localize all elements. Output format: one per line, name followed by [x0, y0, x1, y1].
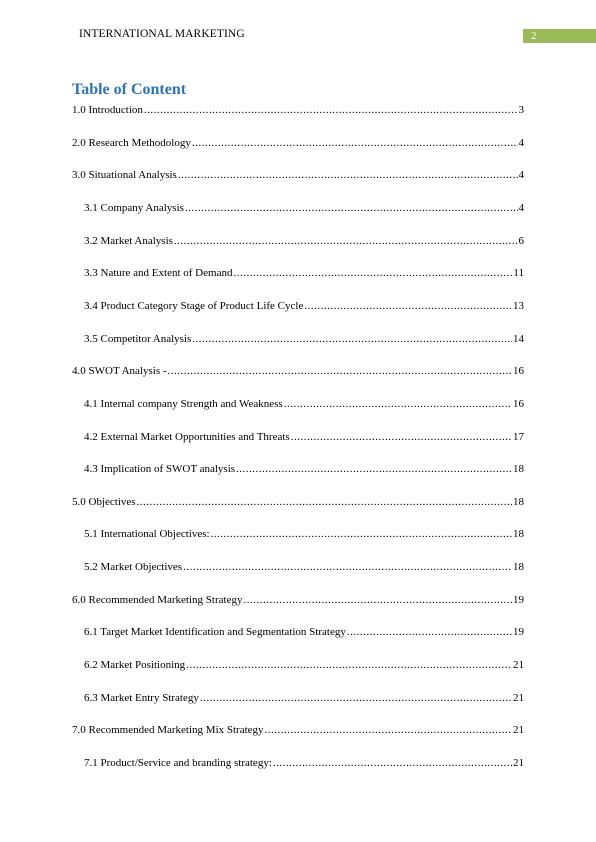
toc-entry[interactable]: [72, 594, 524, 607]
toc-entry-label: 3.4 Product Category Stage of Product Life Cycle: [84, 299, 304, 312]
toc-entry-label: 6.0 Recommended Marketing Strategy: [72, 593, 243, 606]
toc-entry-label: 7.1 Product/Service and branding strategy:: [84, 757, 272, 769]
toc-entry-label: 7.0 Recommended Marketing Mix Strategy: [72, 724, 264, 737]
toc-entry[interactable]: [72, 104, 524, 117]
toc-entry-label: 4.0 SWOT Analysis -: [72, 365, 167, 378]
toc-entry-page: 16: [513, 397, 524, 410]
toc-dot-leader: [200, 692, 512, 705]
toc-title: Table of Content: [72, 81, 187, 98]
toc-entry[interactable]: [72, 496, 524, 509]
toc-entry-label: 5.2 Market Objectives: [84, 561, 183, 574]
toc-dot-leader: [291, 431, 512, 444]
toc-entry-page: 16: [513, 365, 524, 378]
toc-dot-leader: [347, 626, 512, 639]
toc-entry-page: 21: [513, 659, 524, 672]
toc-entry[interactable]: [72, 365, 524, 378]
toc-entry-label: 6.2 Market Positioning: [84, 659, 186, 672]
toc-entry-label: 3.0 Situational Analysis: [72, 169, 177, 182]
toc-entry-label: 6.1 Target Market Identification and Segmentation Strategy: [84, 626, 346, 639]
toc-entry-page: 4: [518, 136, 524, 149]
toc-entry-page: 6: [518, 234, 524, 247]
toc-entry[interactable]: [84, 626, 524, 639]
toc-entry-label: 5.1 International Objectives:: [84, 528, 210, 541]
toc-entry[interactable]: [84, 431, 524, 444]
toc-entry[interactable]: [84, 692, 524, 705]
toc-dot-leader: [137, 496, 512, 509]
toc-entry[interactable]: [84, 528, 524, 541]
toc-dot-leader: [243, 594, 512, 607]
toc-entry-page: 3: [518, 104, 524, 116]
toc-entry[interactable]: [84, 463, 524, 476]
toc-entry[interactable]: [84, 757, 524, 770]
toc-entry[interactable]: [72, 724, 524, 737]
toc-entry[interactable]: [72, 137, 524, 150]
toc-entry-page: 21: [513, 757, 524, 769]
toc-entry[interactable]: [84, 561, 524, 574]
toc-entry[interactable]: [84, 267, 524, 280]
toc-dot-leader: [233, 267, 512, 280]
toc-entry-page: 4: [518, 169, 524, 182]
toc-dot-leader: [183, 561, 512, 574]
toc-entry-page: 13: [513, 299, 524, 312]
toc-entry-label: 4.1 Internal company Strength and Weakness: [84, 397, 283, 410]
toc-dot-leader: [236, 463, 512, 476]
toc-entry[interactable]: [84, 235, 524, 248]
toc-entry-page: 18: [513, 528, 524, 541]
toc-dot-leader: [265, 724, 512, 737]
toc-entry-page: 21: [513, 691, 524, 704]
toc-entry-label: 3.5 Competitor Analysis: [84, 332, 192, 345]
toc-dot-leader: [192, 137, 518, 150]
toc-dot-leader: [174, 235, 518, 248]
toc-entry[interactable]: [84, 398, 524, 411]
toc-entry-page: 14: [513, 332, 524, 345]
toc-entry-label: 5.0 Objectives: [72, 495, 136, 508]
toc-entry-page: 18: [513, 495, 524, 508]
toc-dot-leader: [284, 398, 512, 411]
toc-entry-page: 11: [513, 267, 524, 280]
toc-dot-leader: [211, 528, 512, 541]
toc-entry[interactable]: [84, 202, 524, 215]
toc-entry-page: 21: [513, 724, 524, 737]
toc-entry-label: 3.2 Market Analysis: [84, 234, 173, 247]
toc-entry-label: 3.3 Nature and Extent of Demand: [84, 267, 233, 280]
toc-entry-page: 18: [513, 463, 524, 476]
toc-entry-label: 3.1 Company Analysis: [84, 201, 184, 214]
toc-dot-leader: [144, 104, 518, 117]
toc-entry-page: 19: [513, 593, 524, 606]
toc-entry-page: 4: [518, 201, 524, 214]
toc-entry-page: 18: [513, 561, 524, 574]
toc-dot-leader: [178, 169, 518, 182]
toc-entry[interactable]: [84, 659, 524, 672]
toc-dot-leader: [304, 300, 512, 313]
running-header: INTERNATIONAL MARKETING: [79, 28, 245, 40]
toc-entry[interactable]: [72, 169, 524, 182]
toc-entry-label: 4.2 External Market Opportunities and Threats: [84, 430, 290, 443]
toc-entry-label: 1.0 Introduction: [72, 104, 143, 116]
toc-dot-leader: [192, 333, 512, 346]
toc-entry-label: 6.3 Market Entry Strategy: [84, 691, 199, 704]
toc-entry[interactable]: [84, 333, 524, 346]
toc-entry[interactable]: [84, 300, 524, 313]
toc-entry-page: 19: [513, 626, 524, 639]
page-number-badge: 2: [523, 29, 596, 43]
toc-dot-leader: [186, 659, 512, 672]
toc-dot-leader: [185, 202, 518, 215]
toc-entry-page: 17: [513, 430, 524, 443]
toc-entry-label: 2.0 Research Methodology: [72, 136, 191, 149]
toc-entry-label: 4.3 Implication of SWOT analysis: [84, 463, 236, 476]
toc-dot-leader: [273, 757, 512, 770]
toc-dot-leader: [168, 365, 512, 378]
